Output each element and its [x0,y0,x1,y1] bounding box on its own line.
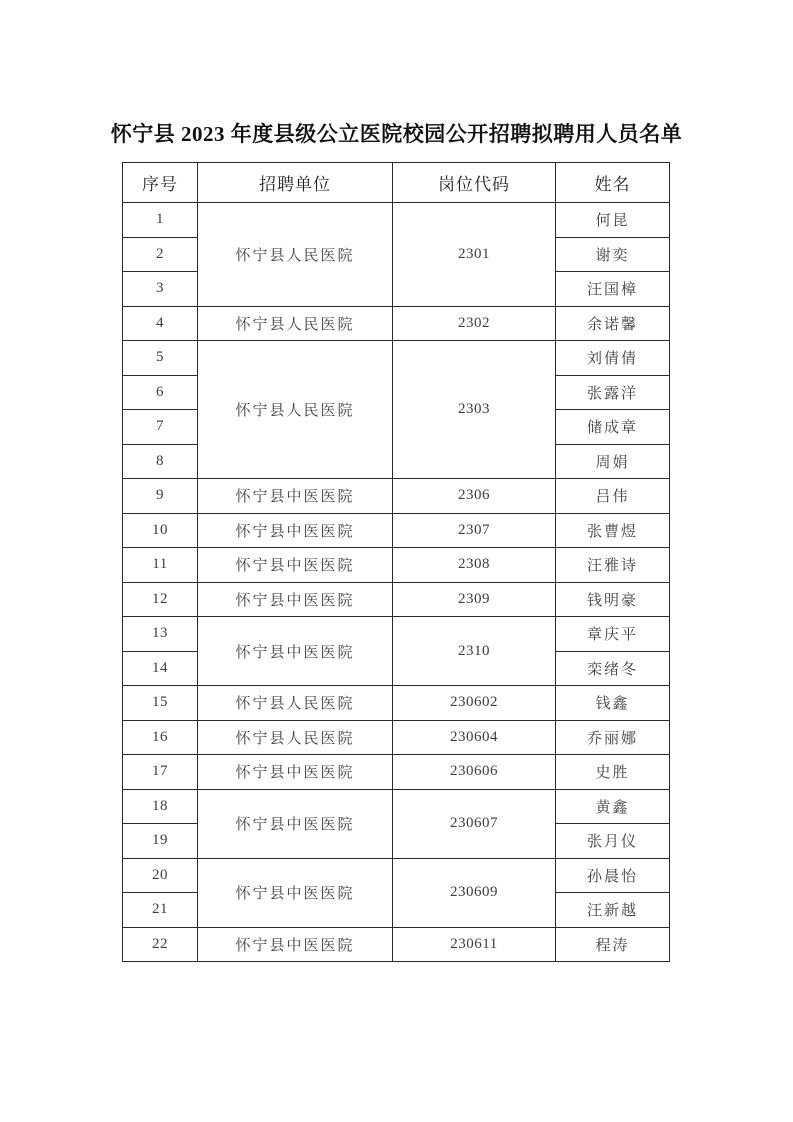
table-row [123,755,670,790]
cell-name: 汪雅诗 [556,548,670,583]
cell-serial-number: 22 [123,927,198,962]
cell-recruiting-unit: 怀宁县中医医院 [198,789,393,858]
cell-name: 钱鑫 [556,686,670,721]
cell-serial-number: 14 [123,651,198,686]
cell-position-code: 2308 [393,548,556,583]
cell-recruiting-unit: 怀宁县中医医院 [198,548,393,583]
table-row [123,306,670,341]
table-row [123,513,670,548]
cell-serial-number: 10 [123,513,198,548]
header-row [123,163,670,203]
cell-serial-number: 18 [123,789,198,824]
cell-position-code: 2306 [393,479,556,514]
cell-name: 汪国樟 [556,272,670,307]
table-row [123,927,670,962]
cell-serial-number: 6 [123,375,198,410]
cell-recruiting-unit: 怀宁县中医医院 [198,755,393,790]
cell-serial-number: 3 [123,272,198,307]
cell-serial-number: 7 [123,410,198,445]
cell-serial-number: 1 [123,203,198,238]
cell-recruiting-unit: 怀宁县人民医院 [198,686,393,721]
cell-position-code: 2307 [393,513,556,548]
table-row [123,203,670,238]
cell-position-code: 2301 [393,203,556,307]
table-row [123,341,670,376]
cell-name: 谢奕 [556,237,670,272]
cell-recruiting-unit: 怀宁县人民医院 [198,720,393,755]
cell-serial-number: 4 [123,306,198,341]
cell-name: 余诺馨 [556,306,670,341]
cell-name: 何昆 [556,203,670,238]
cell-serial-number: 5 [123,341,198,376]
cell-serial-number: 20 [123,858,198,893]
cell-recruiting-unit: 怀宁县人民医院 [198,341,393,479]
cell-serial-number: 16 [123,720,198,755]
header-position-code: 岗位代码 [393,163,556,203]
roster-table [122,162,670,962]
page-title: 怀宁县 2023 年度县级公立医院校园公开招聘拟聘用人员名单 [110,122,683,146]
cell-name: 史胜 [556,755,670,790]
cell-recruiting-unit: 怀宁县人民医院 [198,203,393,307]
roster-table-body [123,203,670,962]
cell-name: 乔丽娜 [556,720,670,755]
cell-serial-number: 11 [123,548,198,583]
cell-recruiting-unit: 怀宁县中医医院 [198,582,393,617]
cell-serial-number: 8 [123,444,198,479]
cell-name: 程涛 [556,927,670,962]
header-serial-number: 序号 [123,163,198,203]
cell-name: 栾绪冬 [556,651,670,686]
table-row [123,582,670,617]
table-row [123,548,670,583]
cell-name: 张露洋 [556,375,670,410]
cell-position-code: 230606 [393,755,556,790]
cell-name: 张曹煜 [556,513,670,548]
header-name: 姓名 [556,163,670,203]
cell-serial-number: 19 [123,824,198,859]
cell-name: 汪新越 [556,893,670,928]
table-row [123,686,670,721]
header-recruiting-unit: 招聘单位 [198,163,393,203]
cell-serial-number: 2 [123,237,198,272]
table-row [123,617,670,652]
cell-serial-number: 21 [123,893,198,928]
cell-position-code: 2310 [393,617,556,686]
cell-position-code: 2302 [393,306,556,341]
cell-recruiting-unit: 怀宁县中医医院 [198,617,393,686]
cell-recruiting-unit: 怀宁县人民医院 [198,306,393,341]
cell-recruiting-unit: 怀宁县中医医院 [198,858,393,927]
cell-name: 储成章 [556,410,670,445]
cell-position-code: 230609 [393,858,556,927]
cell-position-code: 230604 [393,720,556,755]
cell-position-code: 2303 [393,341,556,479]
cell-recruiting-unit: 怀宁县中医医院 [198,927,393,962]
cell-serial-number: 15 [123,686,198,721]
table-row [123,720,670,755]
table-row [123,858,670,893]
cell-name: 周娟 [556,444,670,479]
cell-name: 章庆平 [556,617,670,652]
cell-name: 黄鑫 [556,789,670,824]
table-row [123,479,670,514]
cell-name: 刘倩倩 [556,341,670,376]
cell-serial-number: 13 [123,617,198,652]
cell-serial-number: 17 [123,755,198,790]
table-row [123,789,670,824]
cell-position-code: 2309 [393,582,556,617]
cell-position-code: 230607 [393,789,556,858]
cell-name: 吕伟 [556,479,670,514]
cell-name: 张月仪 [556,824,670,859]
cell-name: 孙晨怡 [556,858,670,893]
cell-name: 钱明豪 [556,582,670,617]
cell-position-code: 230602 [393,686,556,721]
cell-serial-number: 12 [123,582,198,617]
cell-recruiting-unit: 怀宁县中医医院 [198,479,393,514]
cell-serial-number: 9 [123,479,198,514]
cell-position-code: 230611 [393,927,556,962]
cell-recruiting-unit: 怀宁县中医医院 [198,513,393,548]
